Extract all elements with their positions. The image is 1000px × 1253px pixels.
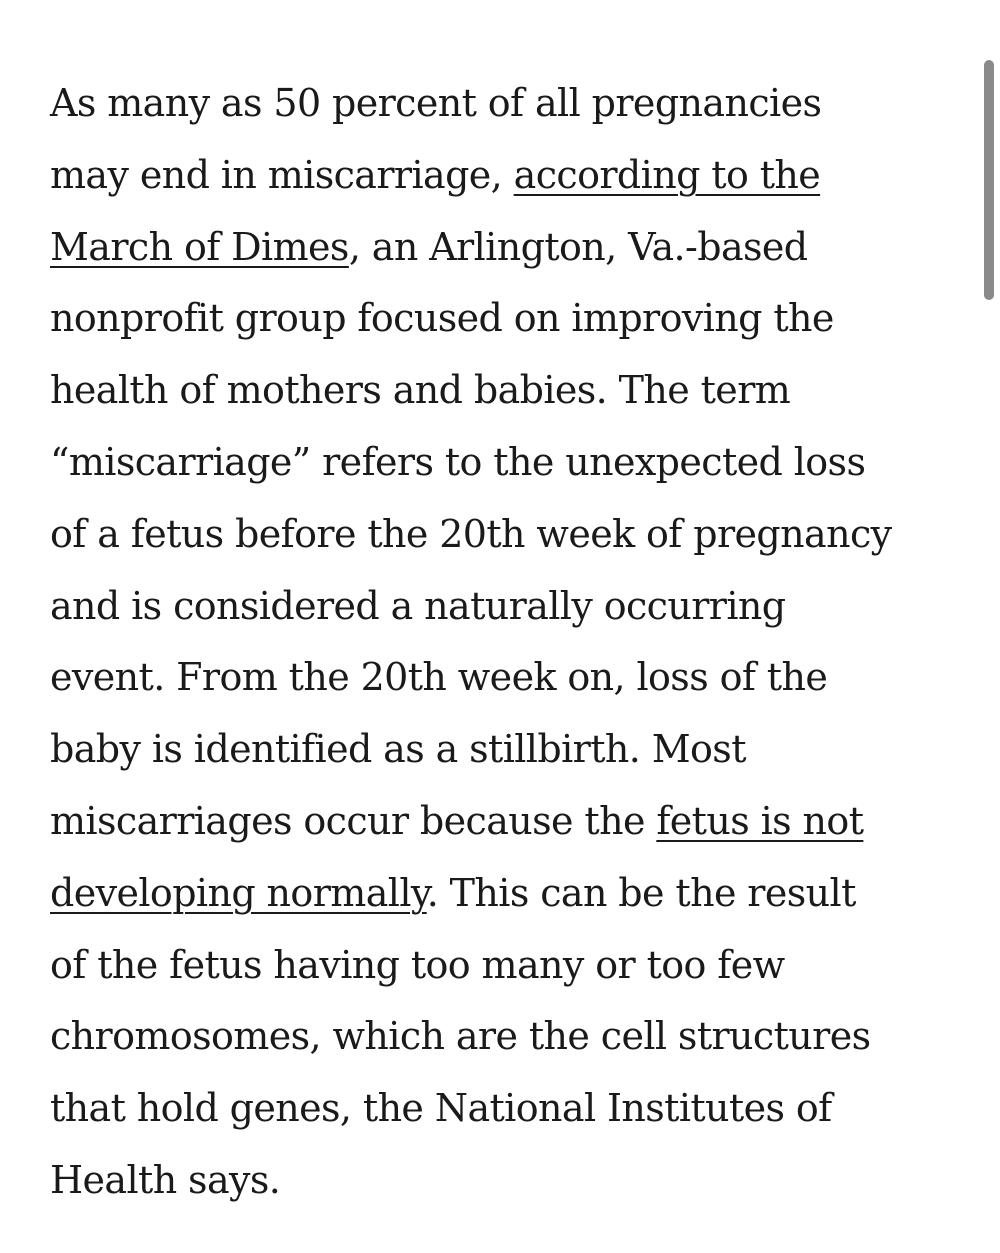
march-of-dimes-link[interactable]: according to the	[513, 152, 821, 197]
text-line: and is considered a naturally occurring	[50, 583, 786, 628]
text-line	[50, 786, 970, 858]
text-line: of the fetus having too many or too few	[50, 942, 785, 987]
vertical-scrollbar[interactable]	[978, 0, 1000, 1253]
text-segment: miscarriages occur because the	[50, 798, 657, 843]
text-line	[50, 212, 970, 284]
text-line: event. From the 20th week on, loss of the	[50, 655, 828, 700]
text-segment: may end in miscarriage,	[50, 152, 514, 197]
text-segment: . This can be the result	[426, 870, 856, 915]
text-line	[50, 858, 970, 930]
text-line: baby is identified as a stillbirth. Most	[50, 727, 746, 772]
text-line: health of mothers and babies. The term	[50, 368, 791, 413]
text-line: nonprofit group focused on improving the	[50, 296, 834, 341]
march-of-dimes-link-continued[interactable]: March of Dimes	[50, 224, 349, 269]
text-line: of a fetus before the 20th week of pregnancy	[50, 511, 892, 556]
text-segment: , an Arlington, Va.-based	[348, 224, 808, 269]
text-line: that hold genes, the National Institutes of	[50, 1086, 832, 1131]
fetus-not-developing-normally-link-continued[interactable]: developing normally	[50, 870, 427, 915]
text-line: “miscarriage” refers to the unexpected loss	[50, 439, 866, 484]
text-line: Health says.	[50, 1157, 281, 1202]
scrollbar-thumb[interactable]	[984, 60, 994, 300]
article-paragraph	[50, 68, 970, 1217]
text-line	[50, 140, 970, 212]
fetus-not-developing-normally-link[interactable]: fetus is not	[656, 798, 864, 843]
text-line: As many as 50 percent of all pregnancies	[50, 81, 822, 125]
text-line: chromosomes, which are the cell structures	[50, 1014, 871, 1059]
